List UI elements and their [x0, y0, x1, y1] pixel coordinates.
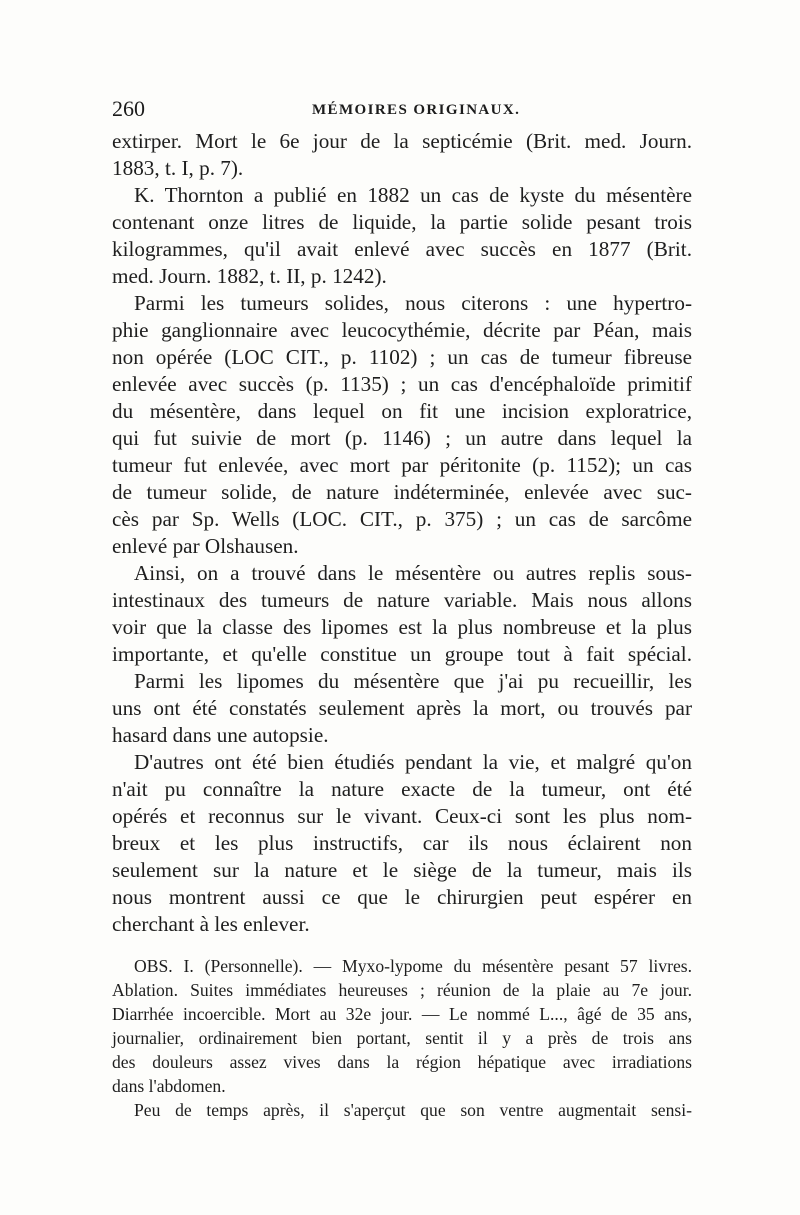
- text-line: enlevé par Olshausen.: [112, 534, 299, 558]
- text-line: hasard dans une autopsie.: [112, 723, 329, 747]
- text-line: Ainsi, on a trouvé dans le mésentère ou autres replis sous-: [134, 561, 692, 585]
- text-line: intestinaux des tumeurs de nature variable. Mais nous allons: [112, 588, 692, 612]
- text-line: de tumeur solide, de nature indéterminée, enlevée avec suc-: [112, 480, 692, 504]
- note-line: Ablation. Suites immédiates heureuses ; réunion de la plaie au 7e jour.: [112, 980, 692, 1000]
- text-line: qui fut suivie de mort (p. 1146) ; un autre dans lequel la: [112, 426, 692, 450]
- body-text: [112, 128, 692, 938]
- running-title: MÉMOIRES ORIGINAUX.: [312, 102, 521, 118]
- text-line: Parmi les tumeurs solides, nous citerons : une hypertro-: [134, 291, 692, 315]
- text-line: breux et les plus instructifs, car ils nous éclairent non: [112, 831, 692, 855]
- note-line: des douleurs assez vives dans la région hépatique avec irradiations: [112, 1052, 692, 1072]
- note-line: Peu de temps après, il s'aperçut que son ventre augmentait sensi-: [134, 1100, 692, 1120]
- text-line: tumeur fut enlevée, avec mort par péritonite (p. 1152); un cas: [112, 453, 692, 477]
- text-line: opérés et reconnus sur le vivant. Ceux-ci sont les plus nom-: [112, 804, 692, 828]
- text-line: 1883, t. I, p. 7).: [112, 156, 244, 180]
- text-line: cès par Sp. Wells (LOC. CIT., p. 375) ; un cas de sarcôme: [112, 507, 692, 531]
- observation-note: [112, 954, 692, 1122]
- text-line: voir que la classe des lipomes est la plus nombreuse et la plus: [112, 615, 692, 639]
- running-head: [112, 96, 690, 128]
- text-line: seulement sur la nature et le siège de la tumeur, mais ils: [112, 858, 692, 882]
- text-line: uns ont été constatés seulement après la mort, ou trouvés par: [112, 696, 692, 720]
- page-number: 260: [112, 96, 145, 121]
- text-line: contenant onze litres de liquide, la partie solide pesant trois: [112, 210, 692, 234]
- text-line: cherchant à les enlever.: [112, 912, 310, 936]
- note-line: Diarrhée incoercible. Mort au 32e jour. — Le nommé L..., âgé de 35 ans,: [112, 1004, 692, 1024]
- note-line: journalier, ordinairement bien portant, sentit il y a près de trois ans: [112, 1028, 692, 1048]
- text-line: med. Journ. 1882, t. II, p. 1242).: [112, 264, 387, 288]
- note-line: dans l'abdomen.: [112, 1076, 226, 1096]
- text-line: nous montrent aussi ce que le chirurgien peut espérer en: [112, 885, 692, 909]
- text-line: Parmi les lipomes du mésentère que j'ai pu recueillir, les: [134, 669, 692, 693]
- text-line: non opérée (LOC CIT., p. 1102) ; un cas de tumeur fibreuse: [112, 345, 692, 369]
- text-line: du mésentère, dans lequel on fit une incision exploratrice,: [112, 399, 692, 423]
- text-line: phie ganglionnaire avec leucocythémie, décrite par Péan, mais: [112, 318, 692, 342]
- text-line: kilogrammes, qu'il avait enlevé avec succès en 1877 (Brit.: [112, 237, 692, 261]
- text-line: D'autres ont été bien étudiés pendant la vie, et malgré qu'on: [134, 750, 692, 774]
- note-line: OBS. I. (Personnelle). — Myxo-lypome du mésentère pesant 57 livres.: [134, 956, 692, 976]
- text-line: extirper. Mort le 6e jour de la septicémie (Brit. med. Journ.: [112, 129, 692, 153]
- text-line: enlevée avec succès (p. 1135) ; un cas d'encéphaloïde primitif: [112, 372, 692, 396]
- text-line: n'ait pu connaître la nature exacte de la tumeur, ont été: [112, 777, 692, 801]
- text-line: K. Thornton a publié en 1882 un cas de kyste du mésentère: [134, 183, 692, 207]
- text-line: importante, et qu'elle constitue un groupe tout à fait spécial.: [112, 642, 692, 666]
